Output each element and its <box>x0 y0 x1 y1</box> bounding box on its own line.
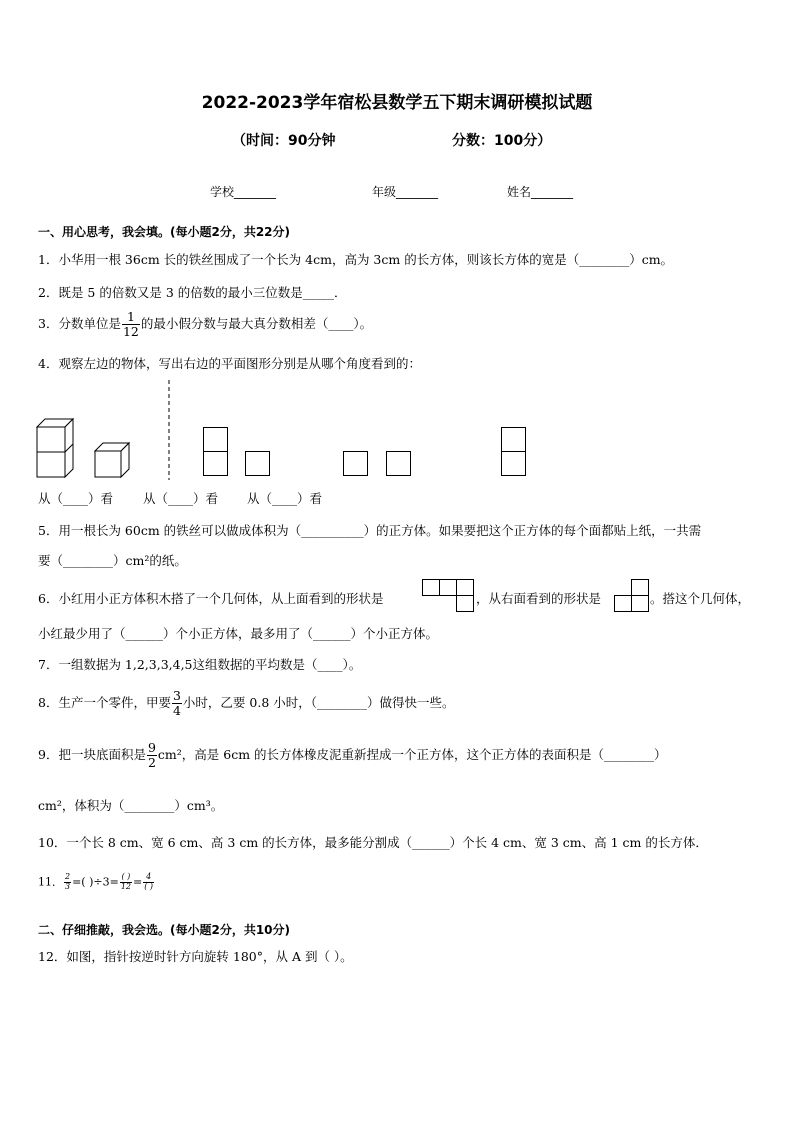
view-square <box>245 451 270 476</box>
right-view-square <box>631 579 649 596</box>
top-view-square <box>422 579 440 596</box>
question-9-line-2: cm²，体积为（________）cm³。 <box>38 798 224 813</box>
question-5-line-1: 5．用一根长为 60cm 的铁丝可以做成体积为（__________）的正方体。如果要把这个正方体的每个面都贴上纸，一共需 <box>38 523 702 538</box>
question-2: 2．既是 5 的倍数又是 3 的倍数的最小三位数是_____． <box>38 285 347 300</box>
question-6-part-1: 6．小红用小正方体积木搭了一个几何体，从上面看到的形状是 <box>38 591 384 606</box>
fraction: $\frac{3}{4}$ <box>172 688 181 718</box>
view-square <box>203 427 228 452</box>
question-1: 1．小华用一根 36cm 长的铁丝围成了一个长为 4cm，高为 3cm 的长方体，则该长方体的宽是（________）cm。 <box>38 252 674 267</box>
grade-field: 年级_______ <box>372 185 439 199</box>
cube-stack-figure <box>36 418 76 480</box>
fraction: $\frac{4}{( )}$ <box>144 872 154 891</box>
question-11: 11． $\frac{2}{3}$ =( )÷3= $\frac{( )}{12}$ = $\frac{4}{( )}$ <box>38 872 154 891</box>
question-4: 4．观察左边的物体，写出右边的平面图形分别是从哪个角度看到的： <box>38 356 421 371</box>
page-title: 2022-2023学年宿松县数学五下期末调研模拟试题 <box>201 93 593 113</box>
question-12: 12．如图，指针按逆时针方向旋转 180°，从 A 到（ ）。 <box>38 949 353 964</box>
single-cube-figure <box>94 441 134 479</box>
exam-score: 分数：100分） <box>452 133 552 149</box>
top-view-square <box>456 595 474 612</box>
view-label-3: 从（____）看 <box>247 491 323 506</box>
view-label-2: 从（____）看 <box>143 491 219 506</box>
right-view-square <box>614 595 632 612</box>
fraction: $\frac{( )}{12}$ <box>120 872 132 891</box>
school-field: 学校_______ <box>210 185 277 199</box>
question-9: 9．把一块底面积是 $\frac{9}{2}$ cm²，高是 6cm 的长方体橡皮泥重新捏成一个正方体，这个正方体的表面积是（________） <box>38 740 667 770</box>
dashed-divider <box>168 380 170 480</box>
exam-time: （时间：90分钟 <box>232 133 336 149</box>
fraction: $\frac{1}{12}$ <box>122 309 139 339</box>
view-square <box>386 451 411 476</box>
question-6-part-3: 。搭这个几何体， <box>650 591 751 606</box>
section-2-heading: 二、仔细推敲，我会选。(每小题2分，共10分) <box>38 923 291 937</box>
question-7: 7．一组数据为 1,2,3,3,4,5这组数据的平均数是（____）。 <box>38 657 362 672</box>
top-view-square <box>439 579 457 596</box>
view-square <box>343 451 368 476</box>
fraction: $\frac{2}{3}$ <box>65 872 71 891</box>
question-8: 8．生产一个零件，甲要 $\frac{3}{4}$ 小时，乙要 0.8 小时，（________）做得快一些。 <box>38 688 455 718</box>
right-view-square <box>631 595 649 612</box>
question-10: 10．一个长 8 cm、宽 6 cm、高 3 cm 的长方体，最多能分割成（______）个长 4 cm、宽 3 cm、高 1 cm 的长方体． <box>38 835 708 850</box>
view-square <box>501 427 526 452</box>
view-square <box>203 451 228 476</box>
fraction: $\frac{9}{2}$ <box>147 740 156 770</box>
question-3: 3．分数单位是 $\frac{1}{12}$ 的最小假分数与最大真分数相差（____）。 <box>38 309 373 339</box>
view-label-1: 从（____）看 <box>38 491 114 506</box>
question-6-part-2: ，从右面看到的形状是 <box>476 591 602 606</box>
view-square <box>501 451 526 476</box>
name-field: 姓名_______ <box>507 185 574 199</box>
question-5-line-2: 要（________）cm²的纸。 <box>38 553 187 568</box>
section-1-heading: 一、用心思考，我会填。(每小题2分，共22分) <box>38 225 291 239</box>
top-view-square <box>456 579 474 596</box>
question-6-line-2: 小红最少用了（______）个小正方体，最多用了（______）个小正方体。 <box>38 626 439 641</box>
